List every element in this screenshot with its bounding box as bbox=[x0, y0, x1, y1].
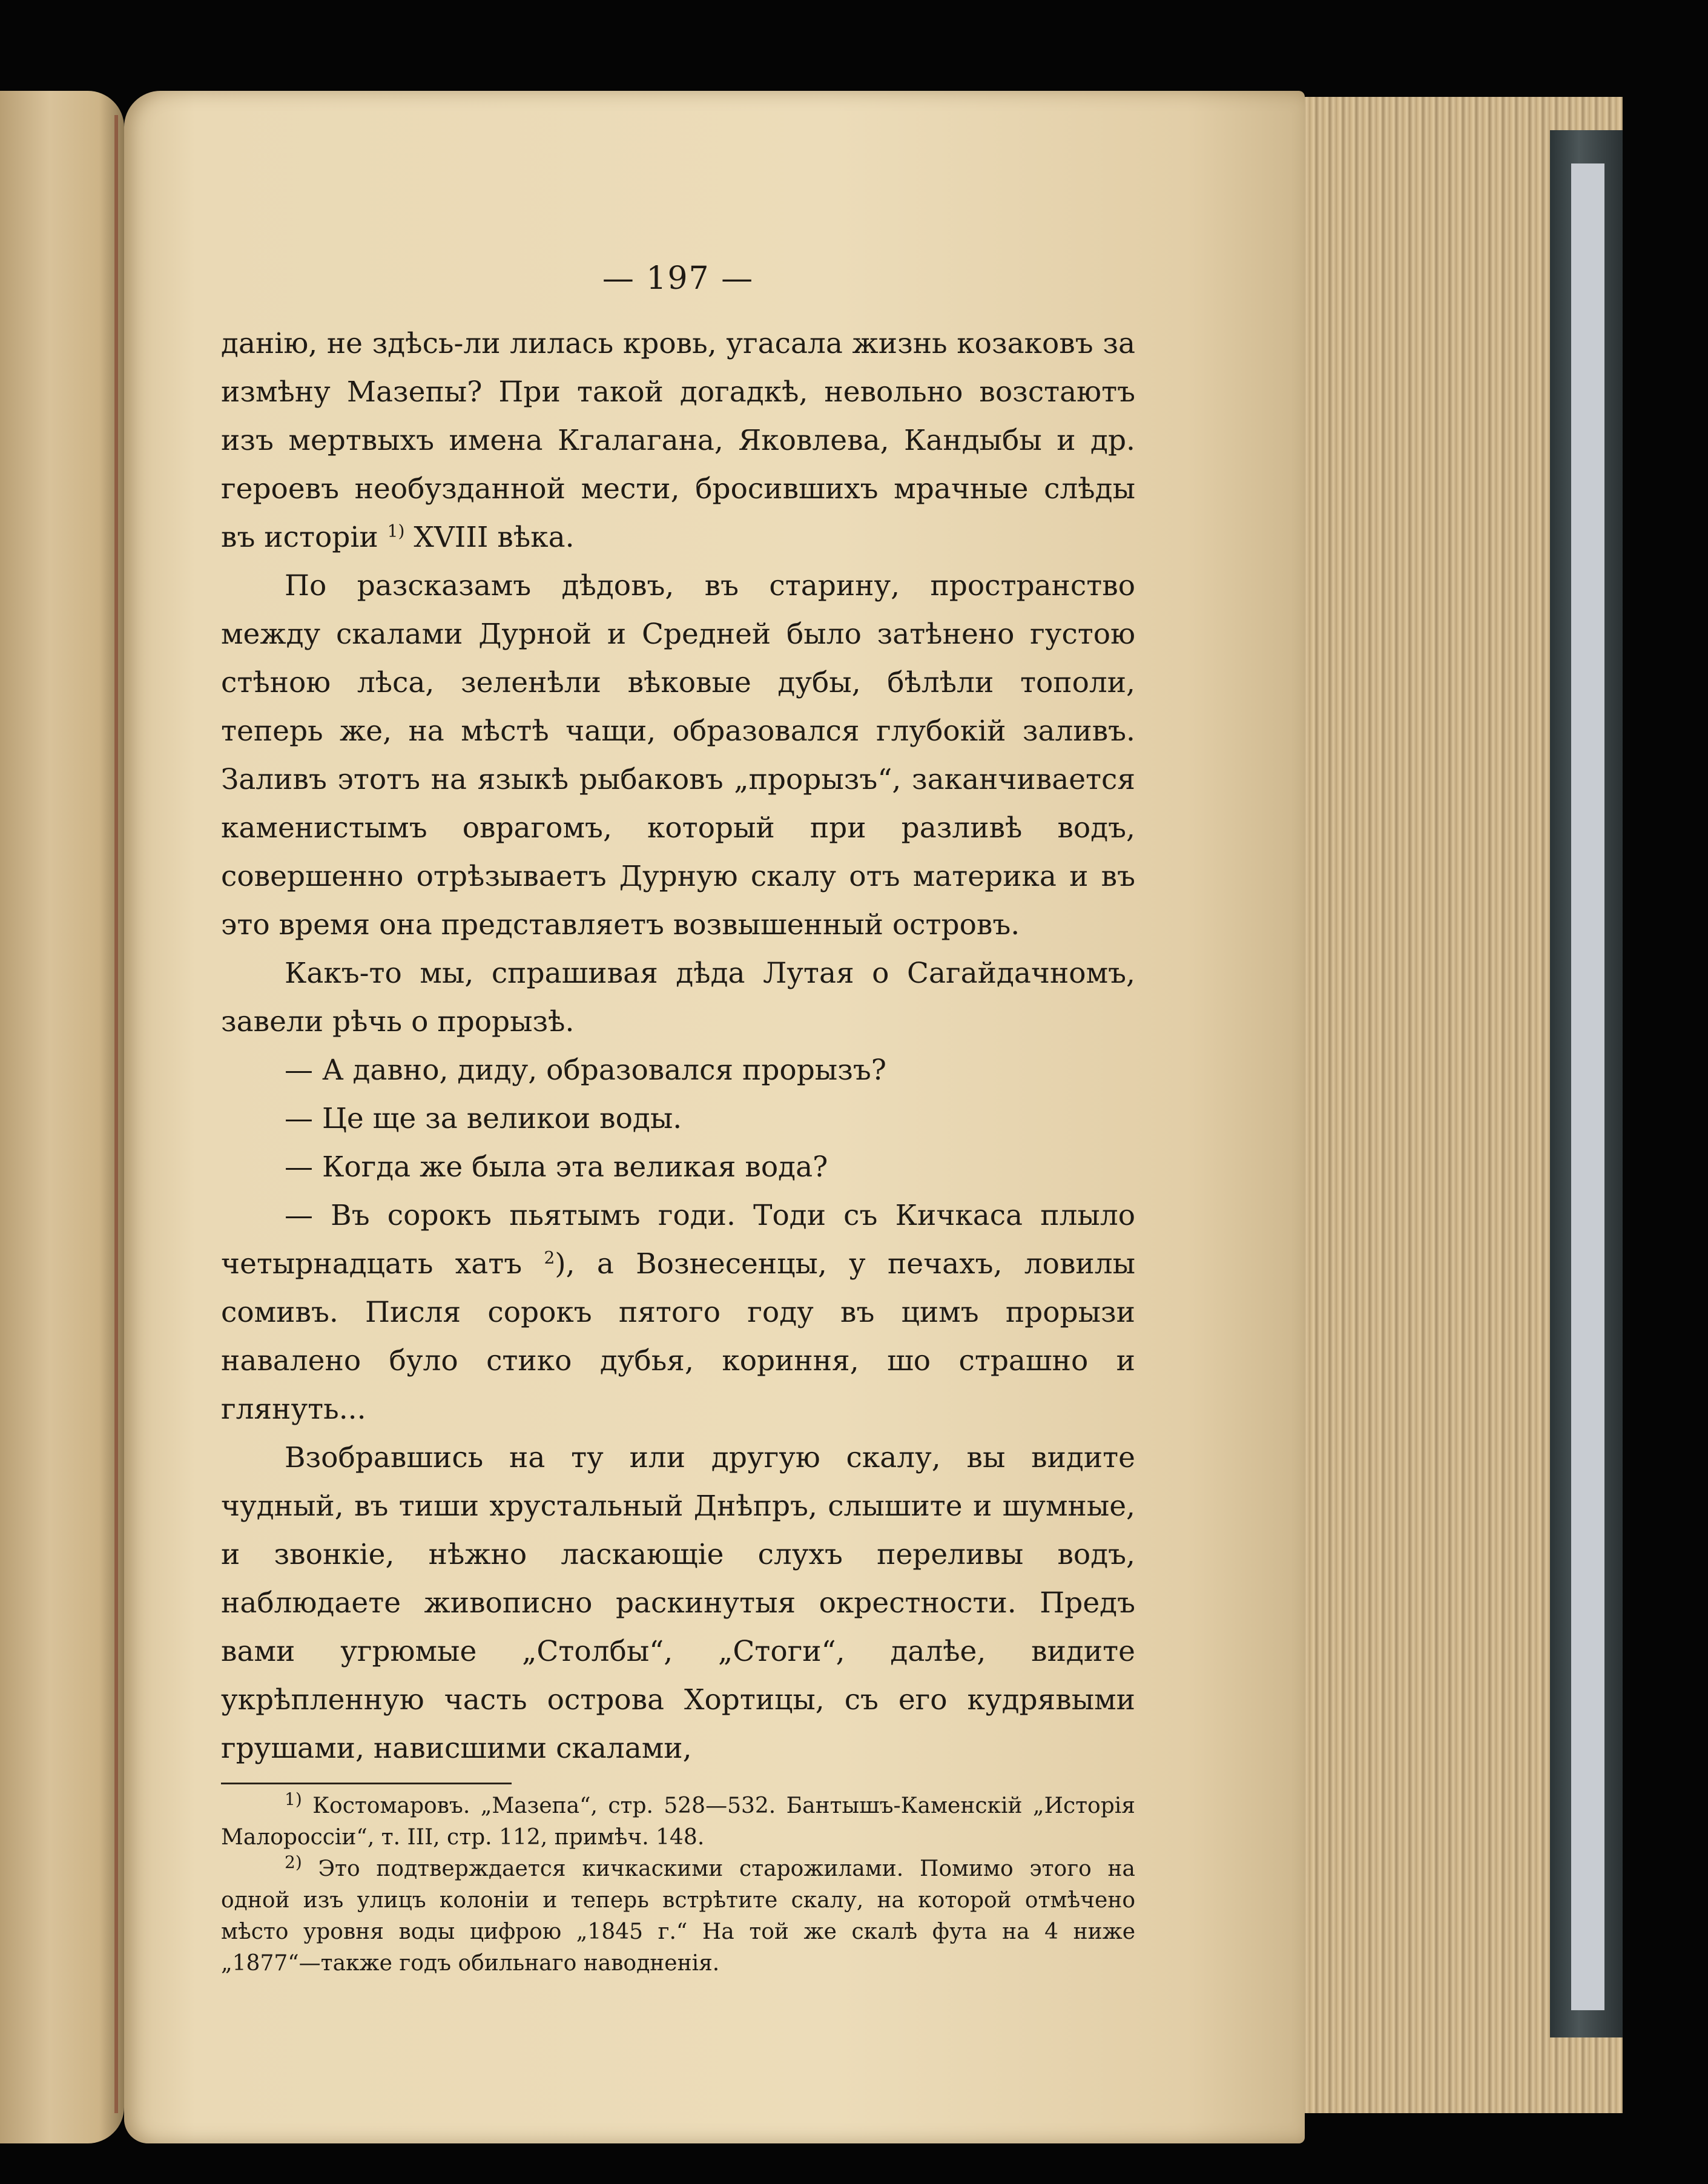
page-number: — 197 — bbox=[602, 260, 754, 297]
footnote-2: $^{2)}$ Это подтверждается кичкаскими старожилами. Помимо этого на одной изъ улицъ колоніи и теперь встрѣтите скалу, на которой отмѣчено мѣсто уровня воды цифрою „1845 г.“ На той же скалѣ фута на 4 ниже „1877“—также годъ обильнаго наводненія. bbox=[221, 1852, 1135, 1976]
left-page-edge bbox=[0, 91, 124, 2143]
footnote-1: $^{1)}$ Костомаровъ. „Мазепа“, стр. 528—532. Бантышъ-Каменскій „Исторія Малороссіи“, т. III, стр. 112, примѣч. 148. bbox=[221, 1789, 1135, 1850]
paragraph-1: данію, не здѣсь-ли лилась кровь, угасала жизнь козаковъ за измѣну Мазепы? При такой догадкѣ, невольно возстаютъ изъ мертвыхъ имена Кгалагана, Яковлева, Кандыбы и др. героевъ необузданной мести, бросившихъ мрачные слѣды въ исторіи $^{1)}$ XVIII вѣка. bbox=[221, 327, 1135, 554]
cover-inner-edge bbox=[1571, 163, 1604, 2010]
paragraph-final: Взобравшись на ту или другую скалу, вы видите чудный, въ тиши хрустальный Днѣпръ, слышите и шумные, и звонкіе, нѣжно ласкающіе слухъ переливы водъ, наблюдаете живописно раскинутыя окрестности. Предъ вами угрюмые „Столбы“, „Стоги“, далѣе, видите укрѣпленную часть острова Хортицы, съ его кудрявыми грушами, нависшими скалами, bbox=[221, 1441, 1135, 1765]
dialogue-line-4: — Въ сорокъ пьятымъ годи. Тоди съ Кичкаса плыло четырнадцать хатъ $^2$), а Вознесенцы, у печахъ, ловилы сомивъ. Писля сорокъ пятого году въ цимъ прорызи навалено було стико дубья, кориння, шо страшно и глянуть... bbox=[221, 1199, 1135, 1426]
footnote-ref-2: 2 bbox=[544, 1247, 555, 1268]
paragraph-3: Какъ-то мы, спрашивая дѣда Лутая о Сагайдачномъ, завели рѣчь о прорызѣ. bbox=[221, 957, 1135, 1038]
dialogue-line-1: — А давно, диду, образовался прорызъ? bbox=[285, 1054, 886, 1087]
page-text bbox=[221, 260, 1135, 1979]
footnote-ref-1: 1) bbox=[387, 521, 405, 541]
footnote-rule bbox=[221, 1783, 512, 1784]
dialogue-line-3: — Когда же была эта великая вода? bbox=[285, 1150, 828, 1184]
paragraph-2: По разсказамъ дѣдовъ, въ старину, пространство между скалами Дурной и Средней было затѣнено густою стѣною лѣса, зеленѣли вѣковые дубы, бѣлѣли тополи, теперь же, на мѣстѣ чащи, образовался глубокій заливъ. Заливъ этотъ на языкѣ рыбаковъ „прорызъ“, заканчивается каменистымъ оврагомъ, который при разливѣ водъ, совершенно отрѣзываетъ Дурную скалу отъ материка и въ это время она представляетъ возвышенный островъ. bbox=[221, 569, 1135, 942]
dialogue-line-2: — Це ще за великои воды. bbox=[285, 1102, 682, 1135]
